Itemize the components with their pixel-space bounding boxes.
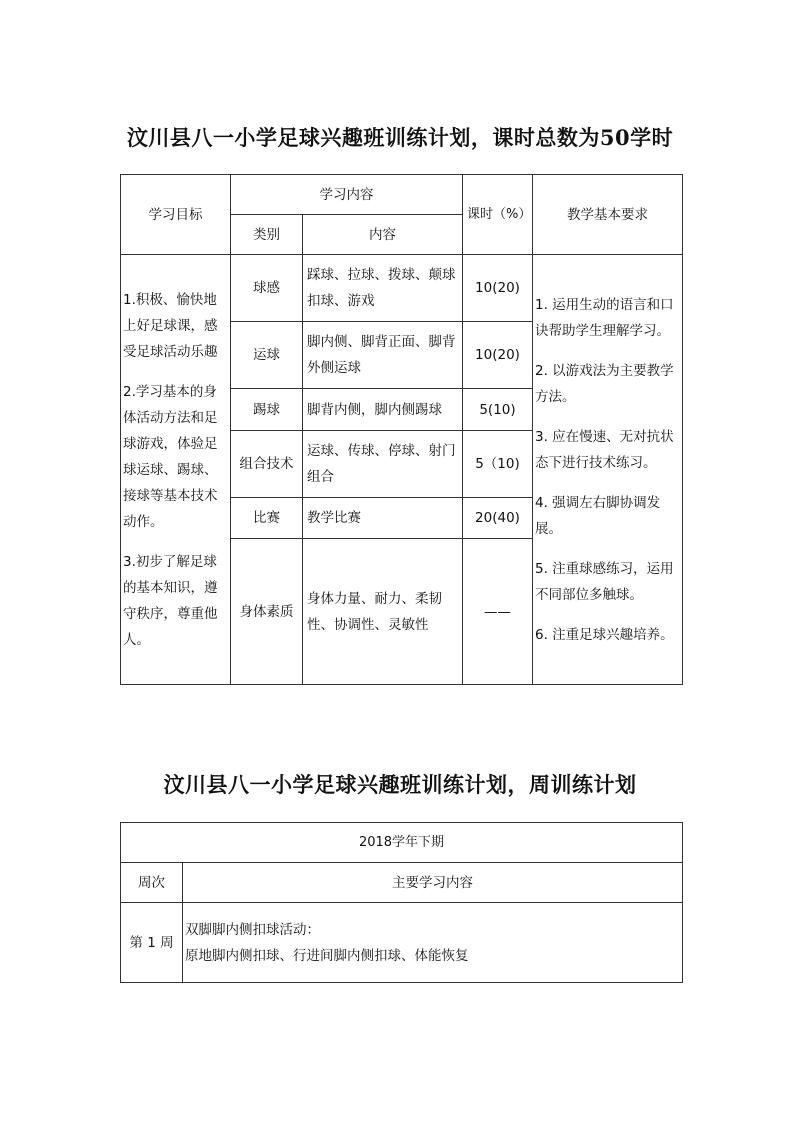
category-cell: 运球 (231, 322, 303, 389)
goal-item: 3.初步了解足球的基本知识，遵守秩序，尊重他人。 (123, 553, 218, 648)
header-content: 学习内容 (231, 175, 463, 215)
plan-title: 汶川县八一小学足球兴趣班训练计划，课时总数为50学时 (126, 125, 674, 150)
detail-cell: 身体力量、耐力、柔韧性、协调性、灵敏性 (303, 539, 463, 685)
detail-cell: 教学比赛 (303, 498, 463, 539)
requirements-cell (533, 255, 683, 685)
requirement-item: 1. 运用生动的语言和口诀帮助学生理解学习。 (535, 296, 674, 339)
plan-table (120, 174, 683, 685)
goals-cell (121, 255, 231, 685)
requirement-item: 6. 注重足球兴趣培养。 (535, 626, 674, 643)
hours-cell: 5（10) (463, 431, 533, 498)
header-hours: 课时（%） (463, 175, 533, 255)
header-requirements: 教学基本要求 (533, 175, 683, 255)
category-cell: 踢球 (231, 389, 303, 431)
hours-cell: 10(20) (463, 322, 533, 389)
header-category: 类别 (231, 215, 303, 255)
header-detail: 内容 (303, 215, 463, 255)
hours-cell: 20(40) (463, 498, 533, 539)
requirement-item: 4. 强调左右脚协调发展。 (535, 494, 661, 537)
week-number: 第 1 周 (121, 903, 183, 983)
requirement-item: 5. 注重球感练习，运用不同部位多触球。 (535, 560, 674, 603)
week-header: 周次 (121, 863, 183, 903)
content-header: 主要学习内容 (183, 863, 683, 903)
week-content (183, 903, 683, 983)
hours-cell: —— (463, 539, 533, 685)
detail-cell: 脚内侧、脚背正面、脚背外侧运球 (303, 322, 463, 389)
week-table (120, 822, 683, 983)
detail-cell: 脚背内侧，脚内侧踢球 (303, 389, 463, 431)
hours-cell: 10(20) (463, 255, 533, 322)
category-cell: 比赛 (231, 498, 303, 539)
requirement-item: 3. 应在慢速、无对抗状态下进行技术练习。 (535, 428, 674, 471)
week-plan-title: 汶川县八一小学足球兴趣班训练计划，周训练计划 (163, 772, 637, 797)
requirement-item: 2. 以游戏法为主要教学方法。 (535, 362, 674, 405)
hours-cell: 5(10) (463, 389, 533, 431)
header-goal: 学习目标 (121, 175, 231, 255)
category-cell: 身体素质 (231, 539, 303, 685)
detail-cell: 踩球、拉球、拨球、颠球扣球、游戏 (303, 255, 463, 322)
goal-item: 2.学习基本的身体活动方法和足球游戏，体验足球运球、踢球、接球等基本技术动作。 (123, 383, 218, 530)
category-cell: 球感 (231, 255, 303, 322)
detail-cell: 运球、传球、停球、射门组合 (303, 431, 463, 498)
week-content-line: 双脚脚内侧扣球活动： (185, 921, 320, 938)
goal-item: 1.积极、愉快地上好足球课，感受足球活动乐趣 (123, 291, 218, 360)
week-content-line: 原地脚内侧扣球、行进间脚内侧扣球、体能恢复 (185, 947, 469, 964)
category-cell: 组合技术 (231, 431, 303, 498)
term-cell: 2018学年下期 (121, 823, 683, 863)
